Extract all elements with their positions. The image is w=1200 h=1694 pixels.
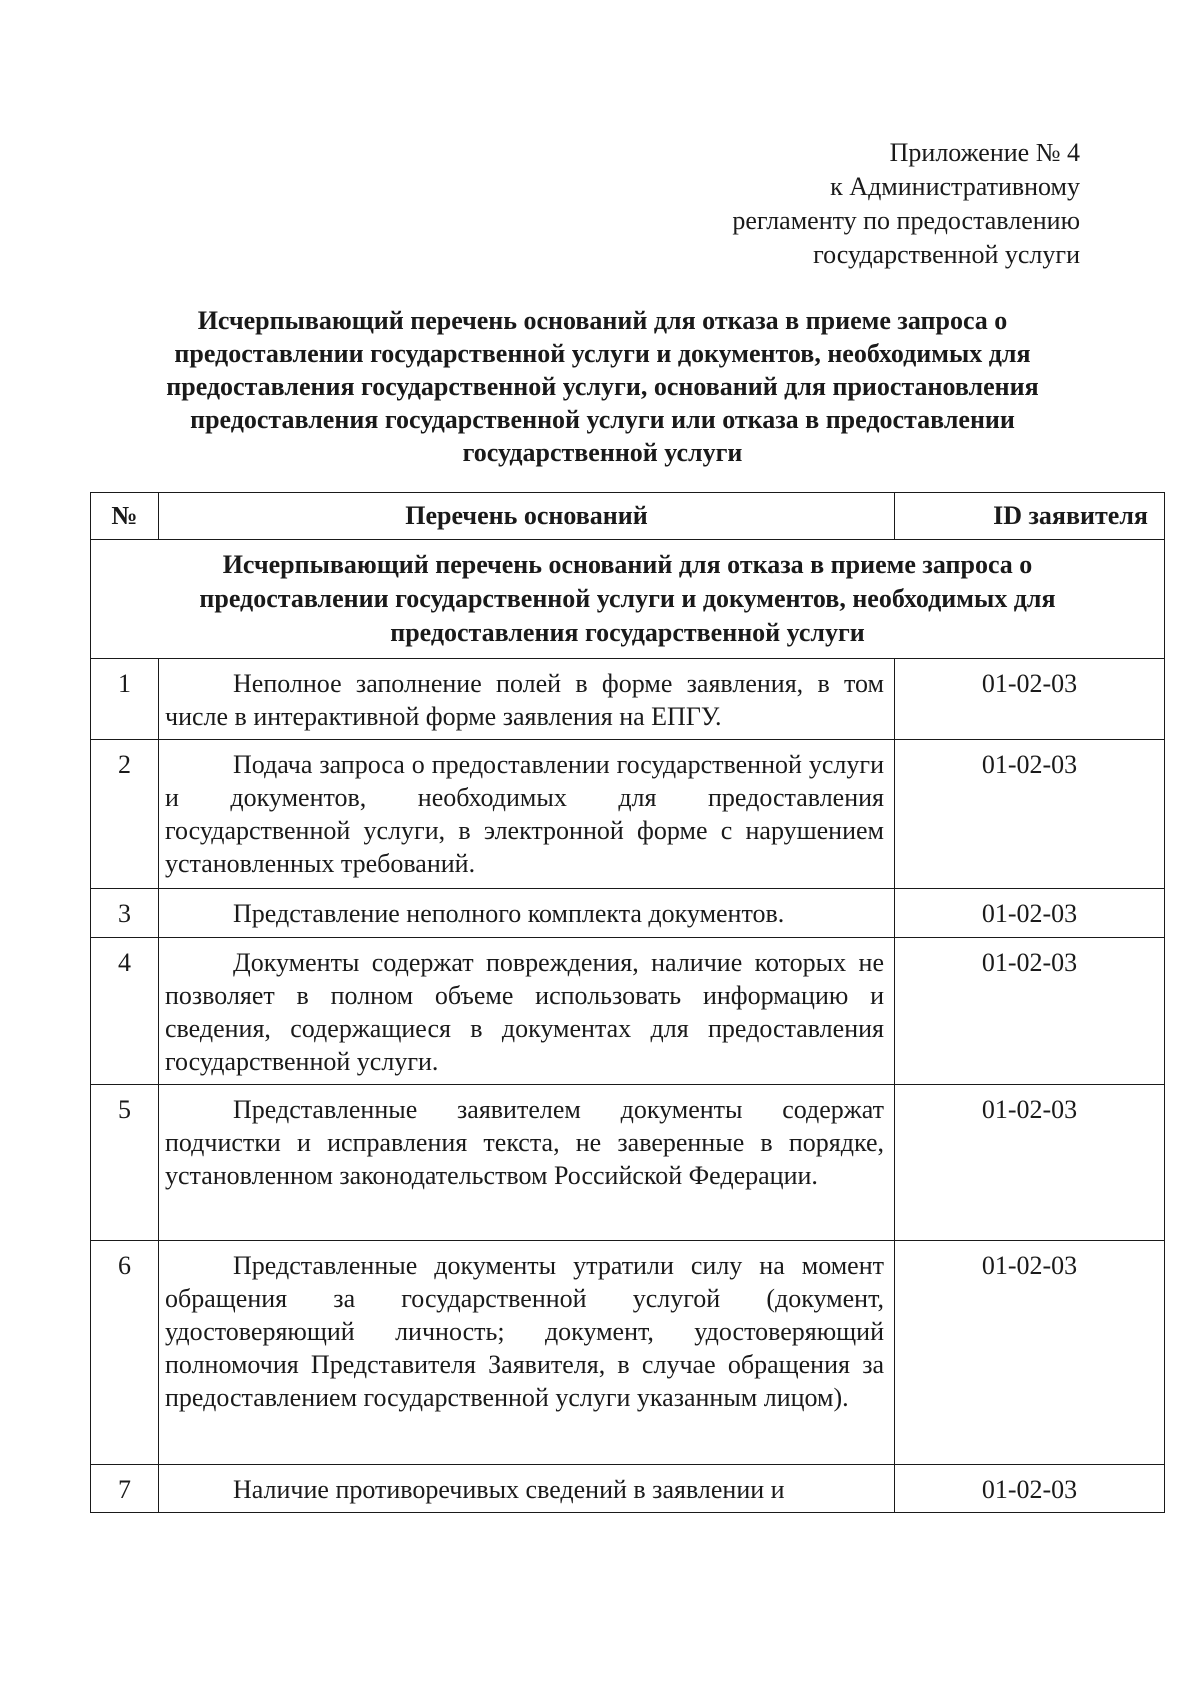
row-applicant-id: 01-02-03 <box>895 1465 1165 1513</box>
header-applicant-id: ID заявителя <box>895 493 1165 540</box>
appendix-line: к Административному <box>830 172 1080 201</box>
row-number: 6 <box>91 1241 159 1465</box>
row-number: 1 <box>91 659 159 740</box>
row-grounds <box>159 1465 895 1513</box>
row-applicant-id: 01-02-03 <box>895 1085 1165 1241</box>
row-applicant-id: 01-02-03 <box>895 740 1165 889</box>
grounds-text: Подача запроса о предоставлении государственной услуги и документов, необходимых для предоставления государственной услуги, в электронной форме с нарушением установленных требований. <box>165 750 884 878</box>
appendix-reference <box>732 136 1080 272</box>
section-line: Исчерпывающий перечень оснований для отказа в приеме запроса о <box>222 550 1033 579</box>
title-line: предоставления государственной услуги, оснований для приостановления <box>166 372 1039 401</box>
row-grounds <box>159 889 895 938</box>
row-applicant-id: 01-02-03 <box>895 659 1165 740</box>
table-row <box>91 1465 1165 1513</box>
row-number: 2 <box>91 740 159 889</box>
title-line: предоставлении государственной услуги и документов, необходимых для <box>174 339 1031 368</box>
table-row <box>91 740 1165 889</box>
row-grounds <box>159 938 895 1085</box>
table-row <box>91 1085 1165 1241</box>
section-line: предоставлении государственной услуги и документов, необходимых для <box>199 584 1056 613</box>
header-number: № <box>91 493 159 540</box>
row-grounds <box>159 1085 895 1241</box>
row-applicant-id: 01-02-03 <box>895 1241 1165 1465</box>
document-title <box>120 304 1085 469</box>
section-row <box>91 540 1165 659</box>
row-number: 4 <box>91 938 159 1085</box>
grounds-text: Представленные документы утратили силу на момент обращения за государственной услугой (документ, удостоверяющий личность; документ, удостоверяющий полномочия Представителя Заявителя, в случае обращения за предоставлением государственной услуги указанным лицом). <box>165 1251 884 1412</box>
appendix-line: регламенту по предоставлению <box>732 206 1080 235</box>
grounds-table <box>90 492 1165 1513</box>
row-grounds <box>159 740 895 889</box>
section-heading <box>91 540 1165 659</box>
table-header-row <box>91 493 1165 540</box>
title-line: Исчерпывающий перечень оснований для отказа в приеме запроса о <box>197 306 1008 335</box>
section-line: предоставления государственной услуги <box>390 618 865 647</box>
table-row <box>91 1241 1165 1465</box>
title-line: предоставления государственной услуги или отказа в предоставлении <box>190 405 1015 434</box>
row-number: 5 <box>91 1085 159 1241</box>
row-grounds <box>159 659 895 740</box>
header-grounds: Перечень оснований <box>159 493 895 540</box>
appendix-line: государственной услуги <box>813 240 1080 269</box>
grounds-text: Документы содержат повреждения, наличие которых не позволяет в полном объеме использовать информацию и сведения, содержащиеся в документах для предоставления государственной услуги. <box>165 948 884 1076</box>
row-applicant-id: 01-02-03 <box>895 938 1165 1085</box>
grounds-text: Наличие противоречивых сведений в заявлении и <box>233 1475 785 1504</box>
row-number: 3 <box>91 889 159 938</box>
table-row <box>91 889 1165 938</box>
table-row <box>91 938 1165 1085</box>
grounds-text: Представление неполного комплекта документов. <box>233 899 785 928</box>
grounds-text: Неполное заполнение полей в форме заявления, в том числе в интерактивной форме заявления на ЕПГУ. <box>165 669 884 731</box>
row-number: 7 <box>91 1465 159 1513</box>
title-line: государственной услуги <box>462 438 743 467</box>
row-grounds <box>159 1241 895 1465</box>
appendix-line: Приложение № 4 <box>889 138 1080 167</box>
grounds-text: Представленные заявителем документы содержат подчистки и исправления текста, не заверенные в порядке, установленном законодательством Российской Федерации. <box>165 1095 884 1190</box>
table-row <box>91 659 1165 740</box>
row-applicant-id: 01-02-03 <box>895 889 1165 938</box>
